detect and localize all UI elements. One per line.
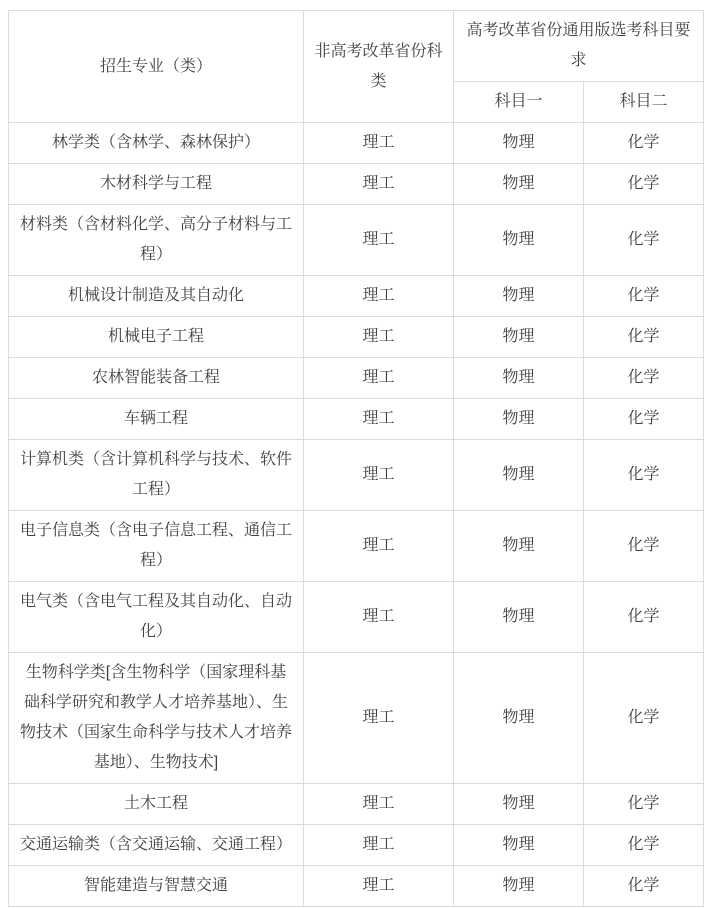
category-cell: 理工 <box>304 123 454 164</box>
header-major: 招生专业（类） <box>9 11 304 123</box>
table-row <box>9 825 704 866</box>
table-row <box>9 582 704 653</box>
subject1-cell: 物理 <box>454 276 584 317</box>
table-row <box>9 511 704 582</box>
subject1-cell: 物理 <box>454 358 584 399</box>
table-row <box>9 653 704 784</box>
major-cell: 木材科学与工程 <box>9 164 304 205</box>
table-row <box>9 358 704 399</box>
table-header <box>9 11 704 123</box>
category-cell: 理工 <box>304 358 454 399</box>
table-row <box>9 276 704 317</box>
major-cell: 计算机类（含计算机科学与技术、软件工程） <box>9 440 304 511</box>
subject2-cell: 化学 <box>584 440 704 511</box>
table-row <box>9 205 704 276</box>
major-cell: 车辆工程 <box>9 399 304 440</box>
major-cell: 机械电子工程 <box>9 317 304 358</box>
major-cell: 土木工程 <box>9 784 304 825</box>
category-cell: 理工 <box>304 784 454 825</box>
subject2-cell: 化学 <box>584 276 704 317</box>
category-cell: 理工 <box>304 511 454 582</box>
major-cell: 智能建造与智慧交通 <box>9 866 304 907</box>
subject1-cell: 物理 <box>454 511 584 582</box>
major-cell: 农林智能装备工程 <box>9 358 304 399</box>
category-cell: 理工 <box>304 582 454 653</box>
category-cell: 理工 <box>304 164 454 205</box>
table-row <box>9 164 704 205</box>
subject1-cell: 物理 <box>454 440 584 511</box>
subject1-cell: 物理 <box>454 399 584 440</box>
subject2-cell: 化学 <box>584 358 704 399</box>
subject1-cell: 物理 <box>454 123 584 164</box>
table-row <box>9 399 704 440</box>
header-reform-requirements: 高考改革省份通用版选考科目要求 <box>454 11 704 82</box>
subject1-cell: 物理 <box>454 784 584 825</box>
table-body <box>9 123 704 907</box>
subject2-cell: 化学 <box>584 582 704 653</box>
subject2-cell: 化学 <box>584 866 704 907</box>
category-cell: 理工 <box>304 317 454 358</box>
table-row <box>9 317 704 358</box>
major-cell: 材料类（含材料化学、高分子材料与工程） <box>9 205 304 276</box>
major-cell: 生物科学类[含生物科学（国家理科基础科学研究和教学人才培养基地）、生物技术（国家生命科学与技术人才培养基地）、生物技术] <box>9 653 304 784</box>
subject2-cell: 化学 <box>584 511 704 582</box>
subject1-cell: 物理 <box>454 164 584 205</box>
subject2-cell: 化学 <box>584 653 704 784</box>
subject2-cell: 化学 <box>584 317 704 358</box>
major-cell: 电子信息类（含电子信息工程、通信工程） <box>9 511 304 582</box>
category-cell: 理工 <box>304 866 454 907</box>
subject2-cell: 化学 <box>584 205 704 276</box>
category-cell: 理工 <box>304 653 454 784</box>
table-row <box>9 123 704 164</box>
subject2-cell: 化学 <box>584 164 704 205</box>
subject1-cell: 物理 <box>454 653 584 784</box>
subject1-cell: 物理 <box>454 317 584 358</box>
category-cell: 理工 <box>304 825 454 866</box>
category-cell: 理工 <box>304 276 454 317</box>
subject1-cell: 物理 <box>454 582 584 653</box>
table-row <box>9 866 704 907</box>
table-row <box>9 784 704 825</box>
subject1-cell: 物理 <box>454 866 584 907</box>
header-non-reform-category: 非高考改革省份科类 <box>304 11 454 123</box>
subject1-cell: 物理 <box>454 205 584 276</box>
table-row <box>9 440 704 511</box>
header-row-main <box>9 11 704 82</box>
header-subject-one: 科目一 <box>454 82 584 123</box>
category-cell: 理工 <box>304 399 454 440</box>
subject2-cell: 化学 <box>584 825 704 866</box>
subject2-cell: 化学 <box>584 123 704 164</box>
subject2-cell: 化学 <box>584 399 704 440</box>
admission-subjects-table <box>8 10 704 907</box>
major-cell: 交通运输类（含交通运输、交通工程） <box>9 825 304 866</box>
major-cell: 林学类（含林学、森林保护） <box>9 123 304 164</box>
subject1-cell: 物理 <box>454 825 584 866</box>
subject2-cell: 化学 <box>584 784 704 825</box>
category-cell: 理工 <box>304 440 454 511</box>
major-cell: 机械设计制造及其自动化 <box>9 276 304 317</box>
category-cell: 理工 <box>304 205 454 276</box>
header-subject-two: 科目二 <box>584 82 704 123</box>
major-cell: 电气类（含电气工程及其自动化、自动化） <box>9 582 304 653</box>
